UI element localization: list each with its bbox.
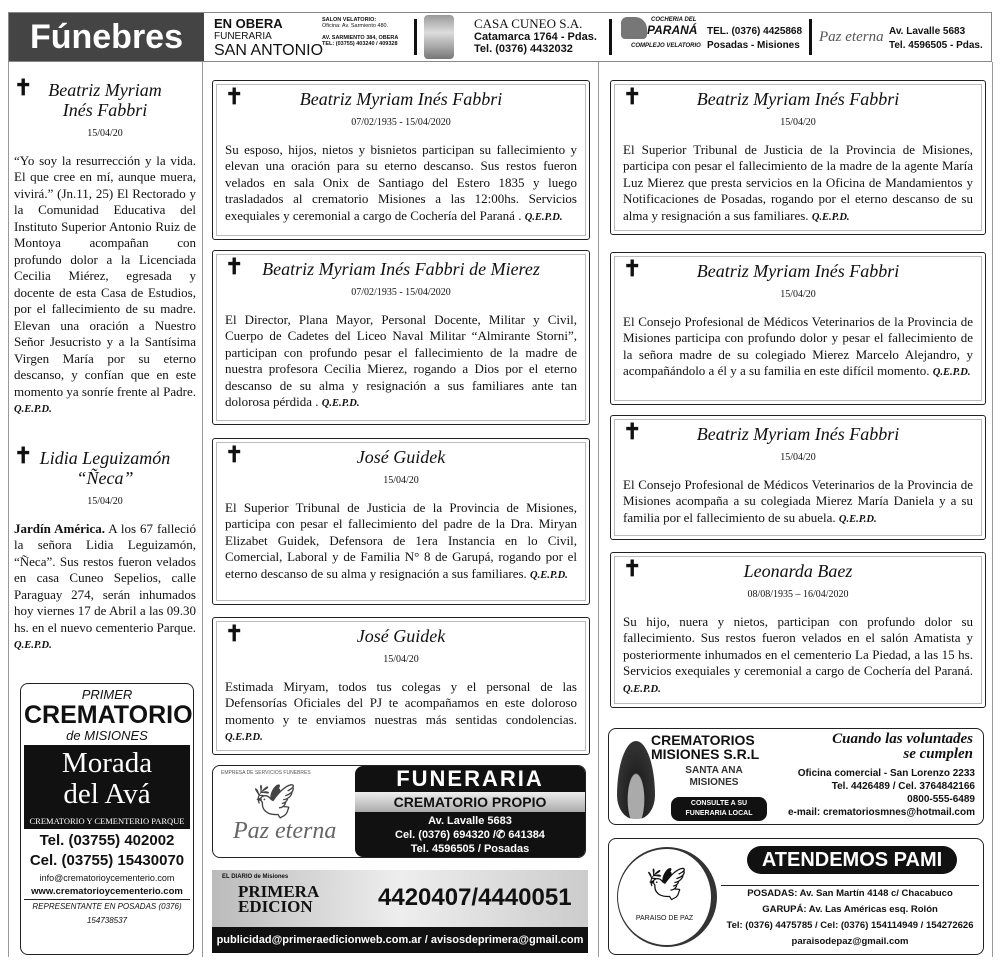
column-rule <box>8 62 9 957</box>
obituary-date: 15/04/20 <box>780 452 816 463</box>
obituary-date: 15/04/20 <box>780 289 816 300</box>
text: ATENDEMOS PAMI <box>747 846 957 874</box>
text: SAN ANTONIO <box>214 42 324 60</box>
body-text: El Consejo Profesional de Médicos Veterinarios de la Provincia de Misiones acompaña a su colegiada Mierez María Daniela y a su familia por el fallecimiento de su abuela. <box>623 476 973 525</box>
name-text: Beatriz Myriam Inés Fabbri <box>48 80 162 120</box>
cross-icon: ✝ <box>14 443 33 468</box>
qepd-text: Q.E.P.D. <box>530 569 568 581</box>
text: de MISIONES <box>66 728 148 743</box>
text: Catamarca 1764 - Pdas. <box>474 31 597 44</box>
paz-eterna-logo: Paz eterna <box>819 29 884 45</box>
text: GARUPÁ: Av. Las Américas esq. Rolón <box>762 904 938 915</box>
text: FUNERARIA <box>396 766 544 791</box>
text: CREMATORIO Y CEMENTERIO PARQUE <box>29 816 185 826</box>
cross-icon: ✝ <box>225 442 244 467</box>
phone-numbers: 4420407/4440051 <box>378 884 572 911</box>
text: Cel. (0376) 694320 /✆ 641384 <box>395 829 545 841</box>
text: Tel. 4596505 / Posadas <box>410 843 530 855</box>
text: CREMATORIO PROPIO <box>355 792 585 812</box>
section-title: Fúnebres <box>9 13 204 61</box>
text: SALON VELATORIO: <box>322 17 377 23</box>
body-text: Su esposo, hijos, nietos y bisnietos participan su fallecimiento y elevan una oración para su eterno descanso. Sus restos fueron velados en sala Onix de Santiago del Estero 1835 y luego trasladados al crematorio Misiones a las 12:00hs. Servicios exequiales y ceremonial a cargo de Cochería del Paraná . <box>225 141 577 223</box>
text: MISIONES S.R.L <box>651 746 760 762</box>
body-text: El Director, Plana Mayor, Personal Docente, Militar y Civil, Cuerpo de Cadetes del Liceo Naval Militar “Almirante Storni”, participan con profundo pesar el fallecimiento de la madre de nuestra profesora Cecilia Mierez, rogando a Dios por el eterno descanso de su alma y resignación a sus familiares ante tan dolorosa pérdida . <box>225 311 577 409</box>
text: 0800-555-6489 <box>907 794 975 805</box>
name-text: José Guidek <box>356 626 446 646</box>
obituary-notice <box>212 250 590 425</box>
obituary-name <box>623 84 973 109</box>
name-text: Leonarda Baez <box>743 561 853 581</box>
obituary-notice <box>212 617 590 755</box>
obituary-name <box>14 443 196 488</box>
name-text: Lidia Leguizamón “Ñeca” <box>39 448 171 488</box>
text: Morada <box>61 747 153 779</box>
text: EMPRESA DE SERVICIOS FUNEBRES <box>221 770 311 776</box>
obituary-date: 07/02/1935 - 15/04/2020 <box>351 117 451 128</box>
obituary-date: 15/04/20 <box>780 117 816 128</box>
column-rule <box>598 62 599 957</box>
body-text: El Superior Tribunal de Justicia de la Provincia de Misiones, participa con pesar el fallecimiento del padre de la Dra. Miryan Elizabet Guidek, Defensora de 1era Instancia en lo Civil, Comercial, Laboral y de Familia N° 8 de Garupá, rogando por el eterno descanso de su alma y resignación a sus familiares. <box>225 499 577 581</box>
parana-logo <box>621 17 706 49</box>
obituary-body <box>623 142 973 227</box>
text: COMPLEJO VELATORIO <box>631 42 701 49</box>
obituary-date: 07/02/1935 - 15/04/2020 <box>351 287 451 298</box>
text: COCHERIA DEL <box>651 17 697 23</box>
obituary-body <box>623 314 973 382</box>
obituary-name <box>225 621 577 646</box>
text: Tel: (0376) 4475785 / Cel: (0376) 154114949 / 154272626 <box>726 920 974 931</box>
ad-primera-edicion <box>212 870 588 955</box>
email-link[interactable]: info@crematorioycementerio.com <box>39 873 175 883</box>
text: POSADAS: Av. San Martín 4148 c/ Chacabuco <box>747 888 953 899</box>
body-text: Su hijo, nuera y nietos, participan con profundo dolor su fallecimiento. Sus restos fueron velados en el salón Amatista y posteriormente inhumados en el cementerio La Piedad, a las 15 hs. Servicios exequiales y ceremonial a cargo de Cochería del Paraná. <box>623 613 973 678</box>
text: PARANÁ <box>647 22 698 37</box>
qepd-text: Q.E.P.D. <box>14 640 52 651</box>
obituary-date: 15/04/20 <box>383 475 419 486</box>
divider <box>809 19 812 55</box>
text: Tel. 4426489 / Cel. 3764842166 <box>831 781 975 792</box>
text: CASA CUNEO S.A. <box>474 16 583 31</box>
column-rule <box>992 62 993 957</box>
text: del Avá <box>63 778 151 810</box>
obituary-body <box>225 500 577 585</box>
text: CREMATORIOS <box>651 732 755 748</box>
obituary-date: 15/04/20 <box>87 496 123 507</box>
email-link[interactable]: e-mail: crematoriosmnes@hotmail.com <box>787 807 975 818</box>
text: Av. Lavalle 5683 <box>428 815 512 827</box>
text: TEL. (0376) 4425868 <box>707 26 803 37</box>
text: Posadas - Misiones <box>707 40 800 51</box>
ad-paraiso-de-paz <box>608 838 984 955</box>
cross-icon: ✝ <box>225 254 244 279</box>
text: Cuando las voluntades <box>832 731 973 747</box>
cuneo-logo-icon <box>424 15 454 59</box>
divider <box>609 19 612 55</box>
obituary-notice <box>14 443 196 655</box>
website-link[interactable]: www.crematorioycementerio.com <box>31 886 183 897</box>
text: FUNERARIA LOCAL <box>685 810 753 817</box>
body-text: El Superior Tribunal de Justicia de la Provincia de Misiones, participa con pesar el fallecimiento de la madre de la agente María Luz Mierez que presta servicios en la Oficina de Mandamientos y Notificaciones de Posadas, rogando por el eterno descanso de su alma y resignación a sus familiares. <box>623 141 973 223</box>
qepd-text: Q.E.P.D. <box>623 683 661 695</box>
flame-icon <box>617 741 655 819</box>
text: CREMATORIO <box>24 701 193 729</box>
text: CONSULTE A SU <box>690 800 748 807</box>
divider <box>414 19 417 55</box>
text: Oficina comercial - San Lorenzo 2233 <box>797 768 975 779</box>
obituary-name <box>623 256 973 281</box>
obituary-name <box>623 419 973 444</box>
name-text: Beatriz Myriam Inés Fabbri de Mierez <box>262 259 540 279</box>
obituary-body <box>225 142 577 227</box>
obituary-body <box>623 477 973 529</box>
name-text: Beatriz Myriam Inés Fabbri <box>696 424 900 444</box>
text: EL DIARIO de Misiones <box>222 874 289 880</box>
cross-icon: ✝ <box>623 419 642 444</box>
text: EDICION <box>238 897 313 916</box>
text: PARAISO DE PAZ <box>635 915 694 922</box>
obituary-notice <box>610 80 986 235</box>
cross-icon: ✝ <box>225 621 244 646</box>
ad-casa-cuneo <box>474 17 597 55</box>
obituary-name <box>225 254 577 279</box>
text: PRIMERA <box>238 882 320 901</box>
dove-icon: 🕊 <box>646 866 687 902</box>
obituary-body <box>225 312 577 413</box>
obituary-body <box>225 679 577 747</box>
qepd-text: Q.E.P.D. <box>524 211 563 223</box>
text: Oficina: Av. Sarmiento 480. <box>322 23 389 30</box>
ad-paz-eterna <box>889 25 983 53</box>
obituary-body <box>623 614 973 699</box>
ad-san-antonio <box>214 17 414 59</box>
obituary-date: 08/08/1935 – 16/04/2020 <box>747 589 849 600</box>
text: EN OBERA <box>214 16 283 31</box>
obituary-name <box>623 556 973 581</box>
text: AV. SARMIENTO 384, OBERA <box>322 35 399 42</box>
logo <box>617 847 717 947</box>
obituary-name <box>225 442 577 467</box>
cross-icon: ✝ <box>623 556 642 581</box>
text: SANTA ANA <box>685 765 743 776</box>
obituary-date: 15/04/20 <box>87 128 123 139</box>
obituary-notice <box>14 75 196 419</box>
email-links[interactable]: publicidad@primeraedicionweb.com.ar / avisosdeprimera@gmail.com <box>212 927 588 953</box>
obituary-notice <box>610 552 986 708</box>
obituary-notice <box>212 438 590 605</box>
qepd-text: Q.E.P.D. <box>225 732 263 743</box>
body-text: “Yo soy la resurrección y la vida. El que cree en mí, aunque muera, vivirá.” (Jn.11, 25) El Rectorado y la Comunidad Educativa del Instituto Superior Antonio Ruiz de Montoya acompañan con profundo dolor a la Licenciada Cecilia Miérez, egresada y docente de esta Casa de Estudios, por el fallecimiento de su madre. Elevan una oración a Nuestro Señor Jesucristo y a la Santísima Virgen María por su eterno descanso, y confían que en este momento ya sonríe frente al Padre. <box>14 152 196 399</box>
cross-icon: ✝ <box>623 84 642 109</box>
name-text: Beatriz Myriam Inés Fabbri <box>696 89 900 109</box>
text: Cel. (03755) 15430070 <box>29 852 185 869</box>
text: se cumplen <box>903 746 973 762</box>
obituary-notice <box>610 252 986 405</box>
cross-icon: ✝ <box>225 84 244 109</box>
text: REPRESENTANTE EN POSADAS (0376) 154738537 <box>24 899 190 928</box>
qepd-text: Q.E.P.D. <box>321 398 360 409</box>
obituary-notice <box>610 415 986 540</box>
ad-morada-del-ava <box>20 683 194 955</box>
obituary-notice <box>212 80 590 240</box>
qepd-text: Q.E.P.D. <box>811 211 850 223</box>
obituary-body <box>14 521 196 655</box>
text: TEL: (03755) 403240 / 409328 <box>322 41 398 48</box>
text: Tel. (03755) 402002 <box>39 832 175 849</box>
qepd-text: Q.E.P.D. <box>838 513 877 525</box>
text: Tel. (0376) 4432032 <box>474 43 573 56</box>
logo: Paz eterna <box>233 818 337 844</box>
text: FUNERARIA <box>214 31 272 43</box>
text: PRIMER <box>81 687 133 702</box>
ad-parana <box>707 25 802 53</box>
body-text: A los 67 falleció la señora Lidia Leguizamón, “Ñeca”. Sus restos fueron velados en casa Cuneo Sepelios, calle Paraguay 274, serán inhumados hoy viernes 17 de Abril a las 09.30 hs. en el nuevo cementerio Parque. <box>14 520 196 635</box>
ad-crematorios-misiones <box>608 728 984 825</box>
email-link[interactable]: paraisodepaz@gmail.com <box>791 936 909 947</box>
cross-icon: ✝ <box>623 256 642 281</box>
qepd-text: Q.E.P.D. <box>14 404 52 415</box>
dove-icon: 🕊 <box>253 783 297 821</box>
obituary-name <box>225 84 577 109</box>
text: MISIONES <box>689 777 739 788</box>
name-text: Beatriz Myriam Inés Fabbri <box>299 89 503 109</box>
section-header <box>8 12 992 62</box>
obituary-date: 15/04/20 <box>383 654 419 665</box>
text: Tel. 4596505 - Pdas. <box>889 40 983 51</box>
body-text: Estimada Miryam, todos tus colegas y el personal de las Defensorías Oficiales del PJ te acompañamos en este doloroso momento y te enviamos nuestras más sentidas condolencias. <box>225 678 577 727</box>
column-rule <box>202 62 203 957</box>
obituary-body <box>14 153 196 419</box>
text: Av. Lavalle 5683 <box>889 26 966 37</box>
body-text: El Consejo Profesional de Médicos Veterinarios de la Provincia de Misiones participa con profundo dolor y pesar el fallecimiento de la señora madre de su colegiado Mierez Marcelo Alejandro, y acompañándolo a él y a su familia en este difícil momento. <box>623 313 973 378</box>
name-text: Beatriz Myriam Inés Fabbri <box>696 261 900 281</box>
obituary-name <box>14 75 196 120</box>
qepd-text: Q.E.P.D. <box>932 367 971 378</box>
parana-logo-icon <box>621 17 647 39</box>
lead-text: Jardín América. <box>14 520 105 536</box>
name-text: José Guidek <box>356 447 446 467</box>
cross-icon: ✝ <box>14 75 33 100</box>
ad-paz-eterna-funeraria <box>212 765 586 858</box>
